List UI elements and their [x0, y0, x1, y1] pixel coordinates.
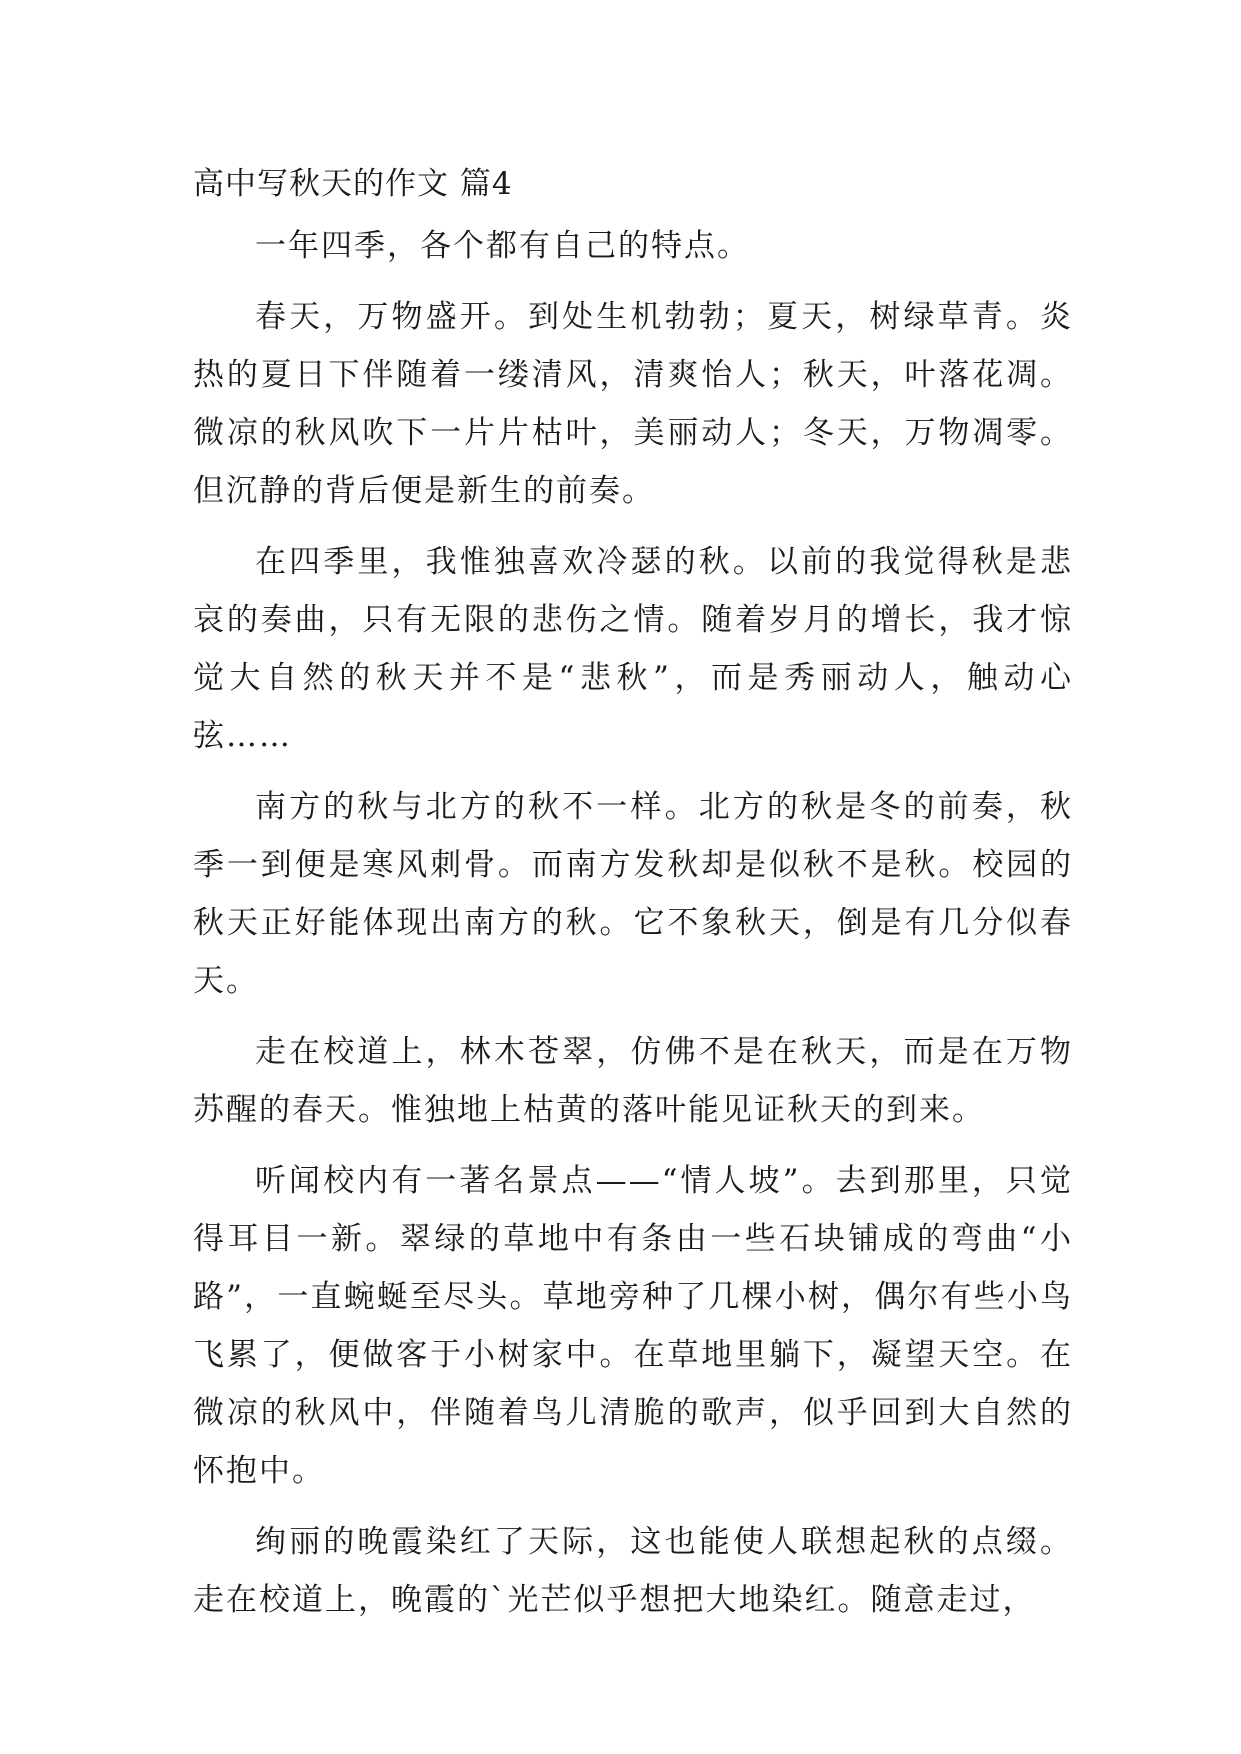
- paragraph-3: 在四季里，我惟独喜欢冷瑟的秋。以前的我觉得秋是悲哀的奏曲，只有无限的悲伤之情。随着岁月的增长，我才惊觉大自然的秋天并不是“悲秋”，而是秀丽动人，触动心弦……: [193, 544, 1073, 754]
- paragraph-1: 一年四季，各个都有自己的特点。: [255, 228, 750, 264]
- paragraph-6: 听闻校内有一著名景点——“情人坡”。去到那里，只觉得耳目一新。翠绿的草地中有条由一些石块铺成的弯曲“小路”，一直蜿蜒至尽头。草地旁种了几棵小树，偶尔有些小鸟飞累了，便做客于小树家中。在草地里躺下，凝望天空。在微凉的秋风中，伴随着鸟儿清脆的歌声，似乎回到大自然的怀抱中。: [193, 1163, 1073, 1489]
- essay-title: 高中写秋天的作文 篇4: [193, 166, 513, 202]
- essay-body: [193, 164, 1073, 1642]
- paragraph-5: 走在校道上，林木苍翠，仿佛不是在秋天，而是在万物苏醒的春天。惟独地上枯黄的落叶能见证秋天的到来。: [193, 1034, 1073, 1128]
- paragraph-7: 绚丽的晚霞染红了天际，这也能使人联想起秋的点缀。走在校道上，晚霞的`光芒似乎想把大地染红。随意走过，: [193, 1524, 1073, 1618]
- paragraph-4: 南方的秋与北方的秋不一样。北方的秋是冬的前奏，秋季一到便是寒风刺骨。而南方发秋却是似秋不是秋。校园的秋天正好能体现出南方的秋。它不象秋天，倒是有几分似春天。: [193, 789, 1073, 999]
- paragraph-2: 春天，万物盛开。到处生机勃勃；夏天，树绿草青。炎热的夏日下伴随着一缕清风，清爽怡人；秋天，叶落花凋。微凉的秋风吹下一片片枯叶，美丽动人；冬天，万物凋零。但沉静的背后便是新生的前奏。: [193, 299, 1073, 509]
